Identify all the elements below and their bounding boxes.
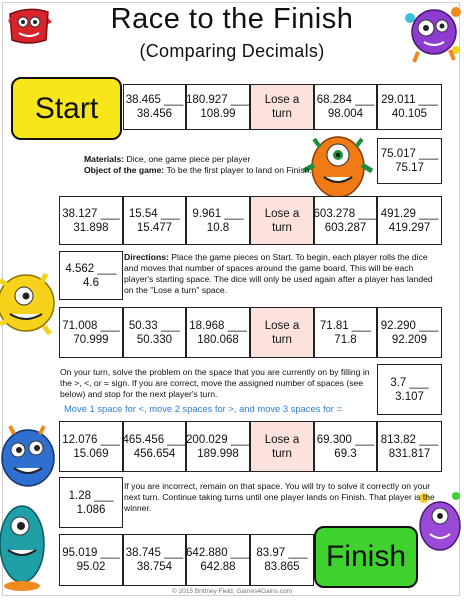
space-problem-top: 4.562 ___ [65,262,117,275]
space-problem-bottom: 31.898 [73,221,109,234]
board-space[interactable] [59,196,123,245]
materials-label: Materials: [84,154,125,164]
space-problem-bottom: 456.654 [133,447,176,460]
space-problem-top: 83.97 ___ [256,547,308,559]
space-problem-top: 813.82 ___ [380,433,439,446]
move-rules-text: Move 1 space for <, move 2 spaces for >, and move 3 spaces for = [64,403,343,414]
board-space[interactable] [250,534,314,586]
board-space[interactable] [314,307,377,358]
space-problem-top: 71.81 ___ [319,319,372,332]
board-space[interactable] [186,421,250,472]
purple-monster-icon [404,2,462,64]
space-problem-bottom: 71.8 [334,333,357,346]
space-problem-top: 38.465 ___ [125,94,184,106]
space-problem-top: 68.284 ___ [316,94,375,106]
board-space[interactable] [59,307,123,358]
space-problem-bottom: 603.287 [324,221,367,234]
start-space: Start [11,77,122,140]
board-space[interactable] [59,477,123,528]
space-problem-bottom: 95.02 [76,561,106,573]
space-problem-top: 92.290 ___ [380,319,439,332]
space-problem-bottom: 98.004 [327,108,364,120]
space-problem-bottom: 831.817 [388,447,431,460]
board-space[interactable] [123,307,186,358]
space-problem-top: 95.019 ___ [62,547,120,559]
lose-a-turn-space[interactable] [250,307,314,358]
board-space[interactable] [314,84,377,130]
space-problem-bottom: 1.086 [76,503,106,516]
directions-label: Directions: [124,252,169,262]
space-problem-bottom: 92.209 [391,333,428,346]
space-problem-bottom: 189.998 [197,447,239,460]
space-problem-top: 1.28 ___ [68,489,114,502]
lose-a-turn-space[interactable] [250,196,314,245]
object-value: To be the first player to land on Finish. [166,165,312,175]
lose-a-turn-label: Lose a turn [264,319,300,346]
board-space[interactable] [186,534,250,586]
space-problem-top: 642.880 ___ [186,547,250,559]
space-problem-top: 69.300 ___ [316,433,375,446]
lose-a-turn-label: Lose a turn [264,433,300,460]
space-problem-top: 38.745 ___ [125,547,184,559]
space-problem-top: 9.961 ___ [192,207,244,220]
board-space[interactable] [59,251,123,300]
board-space[interactable] [186,307,250,358]
finish-space: Finish [314,526,418,588]
board-space[interactable] [59,421,123,472]
space-problem-top: 50.33 ___ [128,319,181,332]
copyright-text: © 2015 Brittney Field, Games4Gains.com [171,588,293,595]
space-problem-top: 491.29 ___ [380,207,439,220]
space-problem-top: 3.7 ___ [390,376,429,389]
space-problem-bottom: 69.3 [334,447,357,460]
space-problem-bottom: 10.8 [206,221,230,234]
board-space[interactable] [314,421,377,472]
board-space[interactable] [377,138,442,184]
blue-monster-icon [0,420,60,492]
space-problem-top: 12.076 ___ [62,433,120,446]
page-title: Race to the Finish [110,3,354,35]
directions-text [124,252,442,296]
orange-monster-icon [300,125,376,203]
red-monster-icon [6,6,52,46]
board-space[interactable] [186,84,250,130]
board-space[interactable] [123,84,186,130]
space-problem-bottom: 38.456 [136,108,173,120]
space-problem-top: 465.456 ___ [122,433,187,446]
object-label: Object of the game: [84,165,165,175]
lose-a-turn-label: Lose a turn [264,94,300,120]
teal-monster-icon [0,492,50,592]
space-problem-bottom: 180.068 [197,333,239,346]
yellow-monster-icon [0,262,62,344]
space-problem-bottom: 50.330 [136,333,173,346]
space-problem-bottom: 419.297 [388,221,431,234]
lose-a-turn-space[interactable] [250,421,314,472]
turn-instructions-text: On your turn, solve the problem on the space that you are currently on by filling in the >, <, or = sign. If you are correct, move the assigned number of spaces (see below) and stop for the next player's turn. [60,367,370,399]
space-problem-bottom: 40.105 [391,108,428,120]
space-problem-bottom: 15.069 [73,447,109,460]
space-problem-top: 18.968 ___ [189,319,247,332]
board-space[interactable] [186,196,250,245]
space-problem-top: 38.127 ___ [62,207,120,220]
board-space[interactable] [377,84,442,130]
space-problem-bottom: 642.88 [200,561,236,573]
lose-a-turn-space[interactable] [250,84,314,130]
board-space[interactable] [59,534,123,586]
materials-text [84,154,304,165]
board-space[interactable] [377,364,442,415]
lose-a-turn-label: Lose a turn [264,207,300,234]
board-space[interactable] [123,421,186,472]
space-problem-top: 75.017 ___ [380,148,439,160]
space-problem-top: 29.011 ___ [381,94,438,106]
space-problem-bottom: 38.754 [136,561,173,573]
board-space[interactable] [377,307,442,358]
space-problem-bottom: 75.17 [395,162,424,174]
board-space[interactable] [314,196,377,245]
incorrect-instructions-text: If you are incorrect, remain on that space. You will try to solve it correctly on your next turn. Continue taking turns until one player lands on Finish. That player is the winner. [124,481,435,513]
space-problem-bottom: 108.99 [200,108,236,120]
space-problem-top: 603.278 ___ [313,207,378,220]
space-problem-top: 180.927 ___ [186,94,250,106]
object-text [84,165,319,176]
space-problem-bottom: 3.107 [395,390,424,403]
space-problem-top: 71.008 ___ [62,319,120,332]
page-subtitle: (Comparing Decimals) [139,41,325,61]
board-space[interactable] [123,196,186,245]
board-space[interactable] [377,196,442,245]
space-problem-top: 200.029 ___ [186,433,250,446]
space-problem-bottom: 4.6 [83,276,99,289]
space-problem-top: 15.54 ___ [128,207,181,220]
space-problem-bottom: 70.999 [73,333,109,346]
board-space[interactable] [377,421,442,472]
space-problem-bottom: 83.865 [264,561,300,573]
board-space[interactable] [123,534,186,586]
directions-value: Place the game pieces on Start. To begin, each player rolls the dice and moves that number of spaces around the game board. This will be each player's starting space. The dice will only be used again after a player has landed on the "Lose a turn" space. [124,252,433,295]
space-problem-bottom: 15.477 [136,221,173,234]
materials-value: Dice, one game piece per player [126,154,251,164]
